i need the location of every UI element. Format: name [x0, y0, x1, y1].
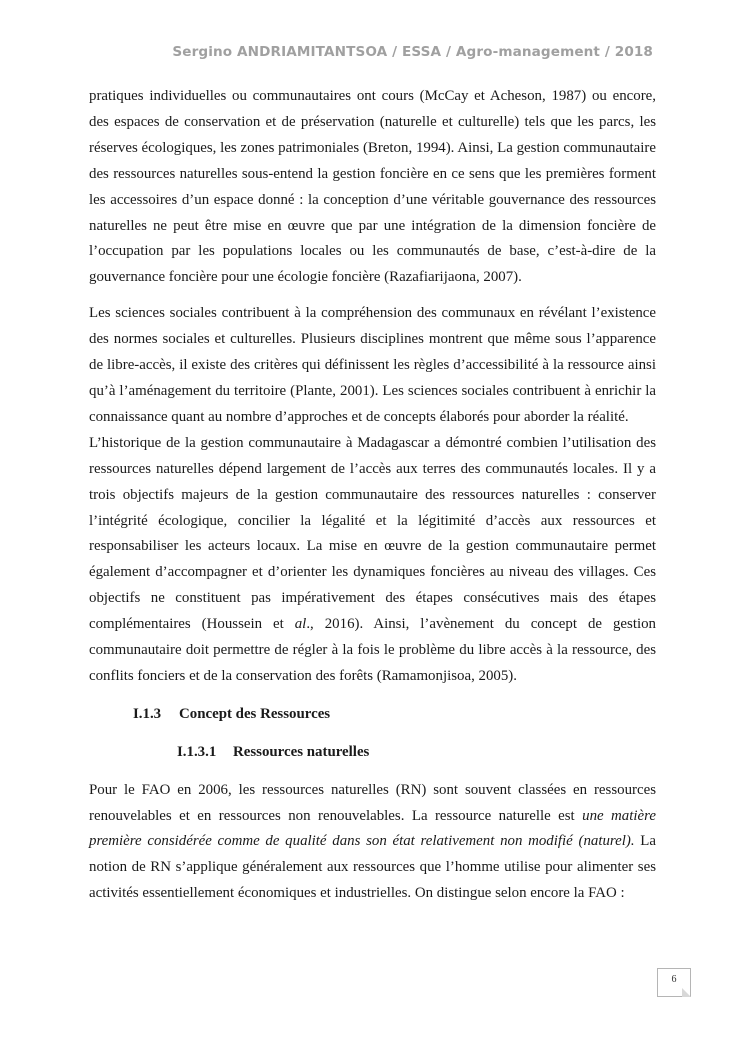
- section-title: Concept des Ressources: [179, 705, 331, 722]
- paragraph-1: pratiques individuelles ou communautaires ont cours (McCay et Acheson, 1987) ou encore, des espaces de conservation et de préservation (naturelle et culturelle) tels que les parcs, les réserves écologiques, les zones patrimoniales (Breton, 1994). Ainsi, La gestion communautaire des ressources naturelles sous-entend la gestion foncière en ce sens que les premières forment les accessoires d’un espace donné : la conception d’une véritable gouvernance des ressources naturelles ne peut être mise en œuvre que par une intégration de la dimension foncière de l’occupation par les populations locales ou les communautés de base, c’est-à-dire de la gouvernance foncière pour une écologie foncière (Razafiarijaona, 2007).: [89, 88, 656, 286]
- paragraph-3: [89, 431, 656, 690]
- paragraph-3-text-end: ., 2016). Ainsi, l’avènement du concept de gestion communautaire doit permettre de régler à la fois le problème du libre accès à la ressource, des conflits fonciers et de la conservation des forêts (Ramamonjisoa, 2005).: [89, 616, 656, 684]
- paragraph-4-text-start: Pour le FAO en 2006, les ressources naturelles (RN) sont souvent classées en ressources renouvelables et en ressources non renouvelables. La ressource naturelle est: [89, 781, 656, 824]
- subsection-title: Ressources naturelles: [233, 743, 370, 760]
- paragraph-3-text-start: L’historique de la gestion communautaire à Madagascar a démontré combien l’utilisation des ressources naturelles dépend largement de l’accès aux terres des communautés locales. Il y a trois objectifs majeurs de la gestion communautaire des ressources naturelles : conserver l’intégrité écologique, concilier la légalité et la légitimité d’accès aux ressources et responsabiliser les acteurs locaux. La mise en œuvre de la gestion communautaire permet également d’accompagner et d’orienter les dynamiques foncières au niveau des villages. Ces objectifs ne constituent pas impérativement des étapes consécutives mais des étapes complémentaires (Houssein et: [89, 434, 656, 633]
- subsection-number: I.1.3.1: [177, 743, 217, 760]
- running-header: Sergino ANDRIAMITANTSOA / ESSA / Agro-management / 2018: [172, 44, 653, 60]
- paragraph-4: [89, 778, 656, 908]
- section-heading: [89, 702, 656, 728]
- page-number: 6: [671, 974, 677, 985]
- paragraph-2: Les sciences sociales contribuent à la compréhension des communaux en révélant l’existence des normes sociales et culturelles. Plusieurs disciplines montrent que même sous l’apparence de libre-accès, il existe des critères qui définissent les règles d’accessibilité à la ressource ainsi qu’à l’aménagement du territoire (Plante, 2001). Les sciences sociales contribuent à enrichir la connaissance quant au nombre d’approches et de concepts élaborés pour aborder la réalité.: [89, 305, 656, 425]
- paragraph-4-text-end: La notion de RN s’applique généralement aux ressources que l’homme utilise pour alimenter ses activités essentiellement économiques et industrielles. On distingue selon encore la FAO :: [89, 833, 657, 902]
- subsection-heading: [89, 740, 656, 766]
- citation-et-al: al: [294, 616, 307, 633]
- page-content: [89, 84, 656, 907]
- page-number-box: [657, 968, 691, 997]
- definition-italic: une matière première considérée comme de qualité dans son état relativement non modifié (naturel).: [89, 807, 656, 850]
- section-number: I.1.3: [133, 705, 162, 722]
